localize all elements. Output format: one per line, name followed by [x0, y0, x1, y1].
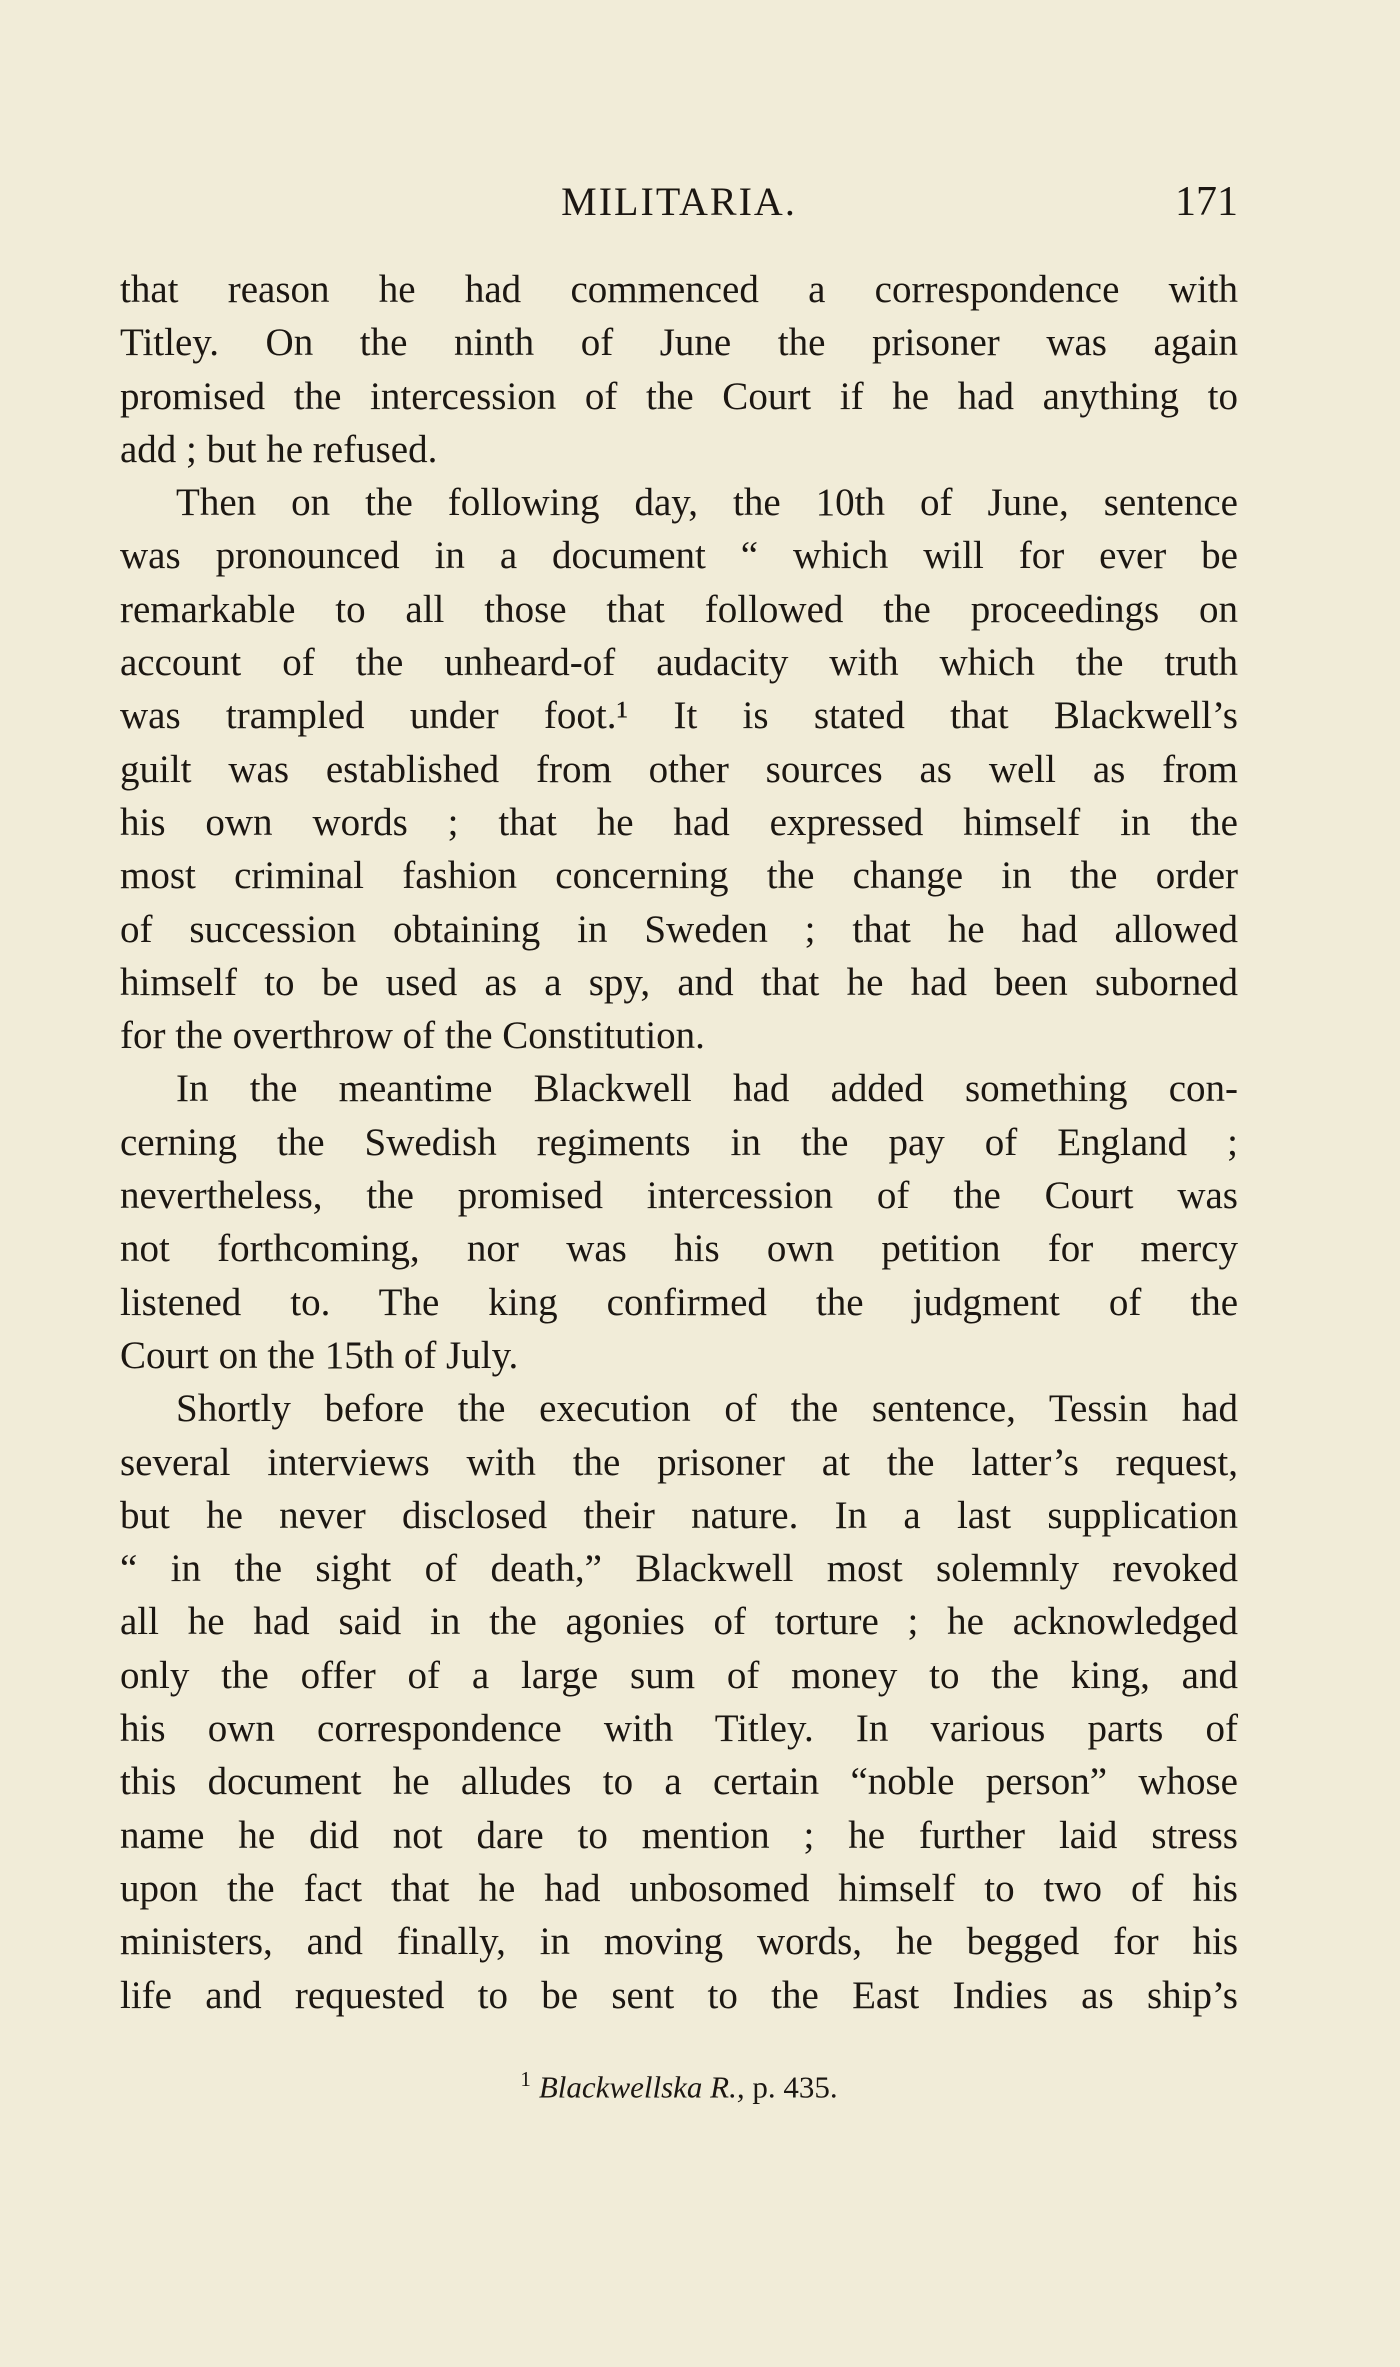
text-line: this document he alludes to a certain “noble person” whose [120, 1760, 1238, 1804]
text-line: that reason he had commenced a correspondence with [120, 268, 1238, 311]
page-number: 171 [1175, 179, 1238, 225]
text-line: nevertheless, the promised intercession of the Court was [120, 1174, 1238, 1218]
text-line: himself to be used as a spy, and that he had been suborned [120, 960, 1238, 1004]
text-line: guilt was established from other sources as well as from [120, 747, 1238, 791]
text-line: several interviews with the prisoner at the latter’s request, [120, 1440, 1238, 1484]
paragraph-start-line: In the meantime Blackwell had added something con- [176, 1067, 1238, 1111]
text-line: ministers, and finally, in moving words, he begged for his [120, 1920, 1238, 1964]
text-line: name he did not dare to mention ; he further laid stress [120, 1813, 1238, 1857]
text-line: of succession obtaining in Sweden ; that he had allowed [120, 907, 1238, 951]
text-line: life and requested to be sent to the East Indies as ship’s [120, 1973, 1238, 2017]
text-line: his own words ; that he had expressed himself in the [120, 800, 1238, 844]
footnote-work-title: Blackwellska R., [538, 2069, 745, 2105]
text-line: all he had said in the agonies of torture ; he acknowledged [120, 1600, 1238, 1644]
text-line: remarkable to all those that followed the proceedings on [120, 587, 1238, 631]
text-line: was trampled under foot.¹ It is stated that Blackwell’s [120, 694, 1238, 738]
text-line: was pronounced in a document “ which will for ever be [120, 534, 1238, 578]
text-line: not forthcoming, nor was his own petition for mercy [120, 1227, 1238, 1271]
paragraph-start-line: Shortly before the execution of the sentence, Tessin had [176, 1387, 1238, 1431]
page-header [120, 172, 1238, 232]
text-line: promised the intercession of the Court if he had anything to [120, 374, 1238, 418]
text-line: most criminal fashion concerning the change in the order [120, 854, 1238, 898]
footnote-page-ref: p. 435. [752, 2069, 838, 2105]
text-line: upon the fact that he had unbosomed himself to two of his [120, 1866, 1238, 1910]
text-line: “ in the sight of death,” Blackwell most solemnly revoked [120, 1547, 1238, 1591]
footnote-marker: 1 [520, 2067, 531, 2091]
text-line: add ; but he refused. [120, 427, 438, 471]
text-line: but he never disclosed their nature. In a last supplication [120, 1493, 1238, 1537]
text-line: listened to. The king confirmed the judgment of the [120, 1280, 1238, 1324]
paragraph-start-line: Then on the following day, the 10th of June, sentence [176, 481, 1238, 525]
text-line: cerning the Swedish regiments in the pay of England ; [120, 1120, 1238, 1164]
running-title: MILITARIA. [561, 179, 797, 224]
text-line: Court on the 15th of July. [120, 1333, 519, 1377]
text-line: his own correspondence with Titley. In various parts of [120, 1707, 1238, 1751]
body-text [120, 263, 1238, 2022]
text-line: account of the unheard-of audacity with which the truth [120, 641, 1238, 685]
footnote [120, 2054, 1238, 2112]
text-line: for the overthrow of the Constitution. [120, 1014, 705, 1058]
text-line: only the offer of a large sum of money to the king, and [120, 1653, 1238, 1697]
text-line: Titley. On the ninth of June the prisoner was again [120, 321, 1238, 365]
